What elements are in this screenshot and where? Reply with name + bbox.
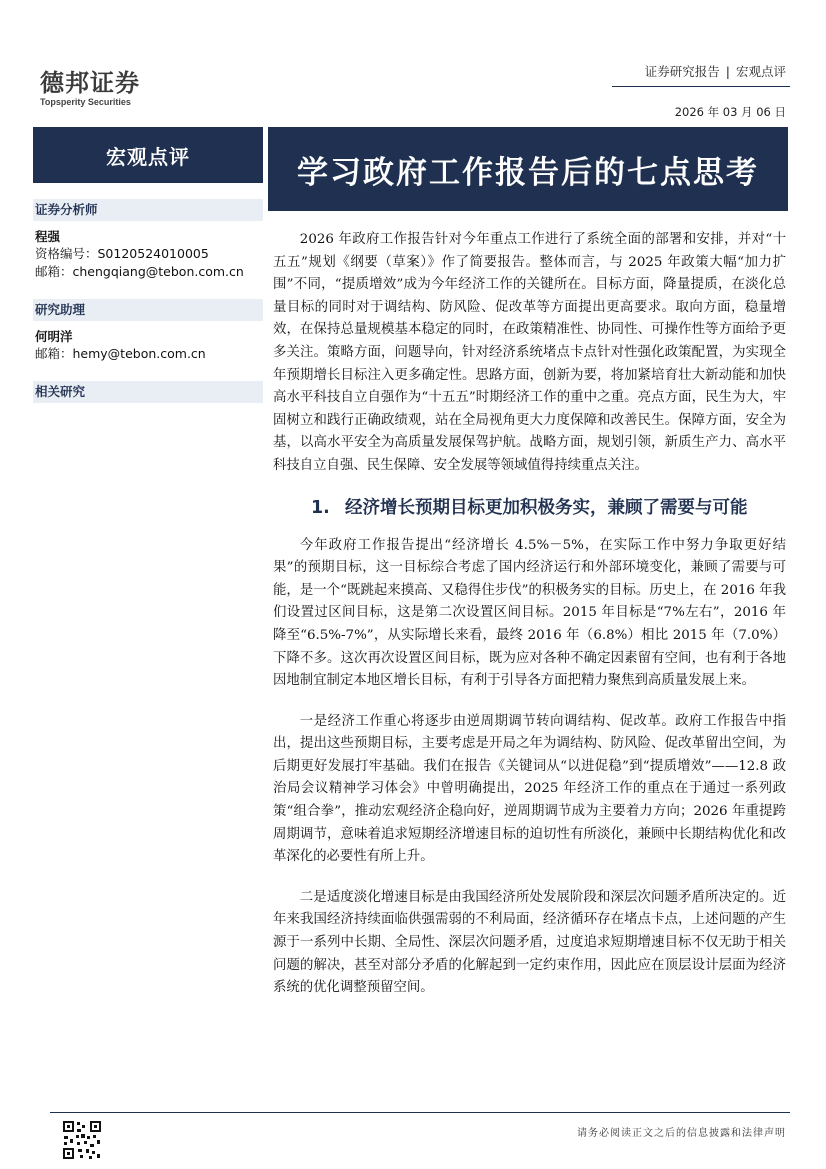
report-type: 证券研究报告 — [644, 64, 720, 79]
qr-code-icon — [62, 1120, 102, 1160]
analyst-cert: 资格编号：S0120524010005 — [35, 246, 209, 261]
paragraph-3: 二是适度淡化增速目标是由我国经济所处发展阶段和深层次问题矛盾所决定的。近年来我国经济持续面临供强需弱的不利局面，经济循环存在堵点卡点，上述问题的产生源于一系列中长期、全局性、深层次问题矛盾，过度追求短期增速目标不仅无助于相关问题的解决，甚至对部分矛盾的化解起到一定约束作用，因此应在顶层设计层面为经济系统的优化调整预留空间。 — [273, 889, 786, 996]
analyst-name: 程强 — [35, 229, 61, 244]
related-research-heading: 相关研究 — [33, 381, 263, 403]
page-title: 学习政府工作报告后的七点思考 — [268, 127, 788, 211]
paragraph-2: 一是经济工作重心将逐步由逆周期调节转向调结构、促改革。政府工作报告中指出，提出这些预期目标，主要考虑是开局之年为调结构、防风险、促改革留出空间，为后期更好发展打牢基础。我们在报告《关键词从“以进促稳”到“提质增效”——12.8 政治局会议精神学习体会》中曾明确提出，2025 年经济工作的重点在于通过一系列政策“组合拳”，推动宏观经济企稳向好，逆周期调节成为主要着力方向；2026 年重提跨周期调节，意味着追求短期经济增速目标的迫切性有所淡化，兼顾中长期结构优化和改革深化的必要性有所上升。 — [273, 713, 786, 865]
intro-paragraph: 2026 年政府工作报告针对今年重点工作进行了系统全面的部署和安排，并对“十五五”规划《纲要（草案）》作了简要报告。整体而言，与 2025 年政策大幅“加力扩围”不同，“提质增效”成为今年经济工作的关键所在。目标方面，降量提质，在淡化总量目标的同时对于调结构、防风险、促改革等方面提出更高要求。取向方面，稳量增效，在保持总量规模基本稳定的同时，在政策精准性、协同性、可操作性等方面给予更多关注。策略方面，问题导向，针对经济系统堵点卡点针对性强化政策配置，为实现全年预期增长目标注入更多确定性。思路方面，创新为要，将加紧培育壮大新动能和加快高水平科技自立自强作为“十五五”时期经济工作的重中之重。亮点方面，民生为大，牢固树立和践行正确政绩观，站在全局视角更大力度保障和改善民生。保障方面，安全为基，以高水平安全为高质量发展保驾护航。战略方面，规划引领，新质生产力、高水平科技自立自强、民生保障、安全发展等领域值得持续重点关注。 — [273, 232, 786, 473]
analyst-heading: 证券分析师 — [33, 199, 263, 221]
assistant-heading: 研究助理 — [33, 299, 263, 321]
report-meta — [645, 62, 786, 80]
report-body — [273, 229, 786, 1018]
logo-english: Topsperity Securities — [40, 97, 131, 107]
assistant-name: 何明洋 — [35, 329, 73, 344]
meta-separator: | — [725, 64, 730, 79]
footer-disclaimer: 请务必阅读正文之后的信息披露和法律声明 — [577, 1128, 786, 1139]
paragraph-1: 今年政府工作报告提出“经济增长 4.5%－5%，在实际工作中努力争取更好结果”的预期目标，这一目标综合考虑了国内经济运行和外部环境变化，兼顾了需要与可能，是一个“既跳起来摸高、又稳得住步伐”的积极务实的目标。历史上，在 2016 年我们设置过区间目标，这是第二次设置区间目标。2015 年目标是“7%左右”，2016 年降至“6.5%-7%”，从实际增长来看，最终 2016 年（6.8%）相比 2015 年（7.0%）下降不多。这次再次设置区间目标，既为应对各种不确定因素留有空间，也有利于各地因地制宜制定本地区增长目标，有利于引导各方面把精力聚焦到高质量发展上来。 — [273, 537, 786, 689]
section-heading — [311, 496, 786, 521]
report-date: 2026 年 03 月 06 日 — [674, 105, 786, 119]
sidebar — [33, 197, 263, 403]
logo-chinese: 德邦证券 — [40, 69, 140, 97]
analyst-email[interactable]: 邮箱：chengqiang@tebon.com.cn — [35, 264, 244, 279]
section-number: 1. — [311, 497, 330, 518]
section-title: 经济增长预期目标更加积极务实，兼顾了需要与可能 — [345, 497, 748, 518]
footer-rule — [50, 1112, 790, 1113]
company-logo — [40, 70, 140, 107]
report-category: 宏观点评 — [735, 64, 786, 79]
assistant-email[interactable]: 邮箱：hemy@tebon.com.cn — [35, 346, 206, 361]
category-banner: 宏观点评 — [33, 127, 263, 183]
header-rule — [612, 86, 790, 87]
